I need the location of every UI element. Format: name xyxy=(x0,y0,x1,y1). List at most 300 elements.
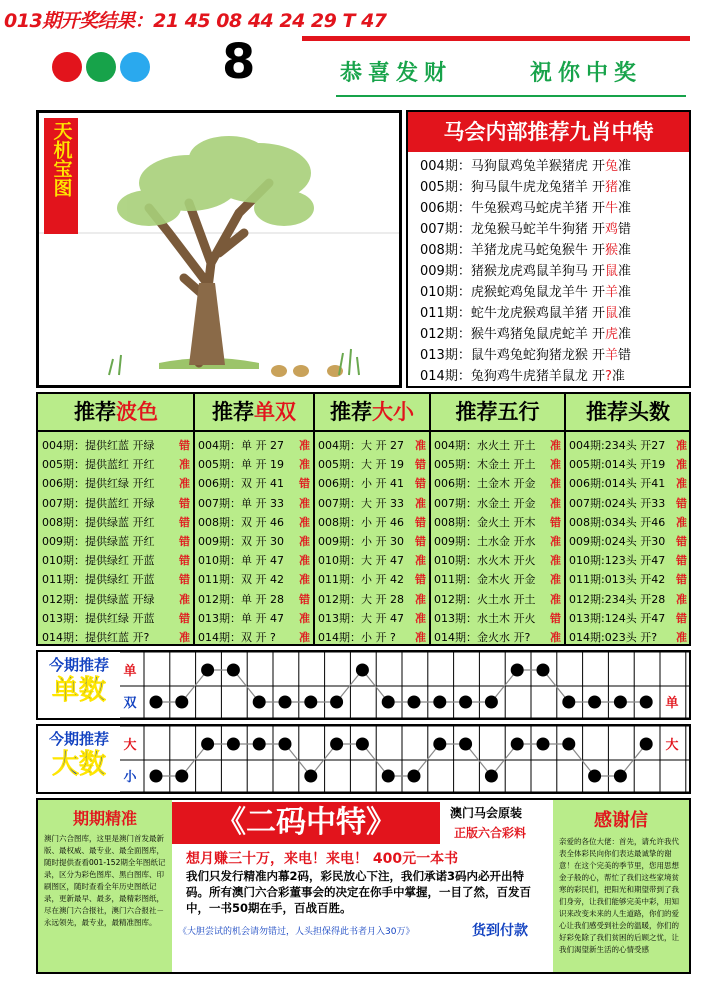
cell-text: 007期:024头 开33 xyxy=(569,496,666,510)
data-dot xyxy=(304,770,317,783)
row-result: 准 xyxy=(618,243,632,258)
row-issue: 009期： xyxy=(420,264,471,279)
grid-divider xyxy=(313,392,315,646)
end-label: 单 xyxy=(665,696,679,711)
row-zodiacs: 蛇牛龙虎猴鸡鼠羊猪 xyxy=(470,306,588,321)
row-issue: 013期： xyxy=(420,348,471,363)
row-open: 开 xyxy=(591,348,605,363)
cell-text: 004期：单 开 27 xyxy=(198,439,284,452)
tree-tag-text: 天机宝图 xyxy=(50,121,73,197)
grid-cell xyxy=(318,532,428,551)
grid-cell xyxy=(434,570,563,589)
header-red: 单双 xyxy=(254,399,296,424)
row-open: 开 xyxy=(591,264,605,279)
cell-result: 准 xyxy=(299,573,310,587)
header-red: 大小 xyxy=(372,399,414,424)
nine-zodiac-row xyxy=(420,303,631,324)
nine-zodiac-row xyxy=(420,156,631,177)
row-result: 准 xyxy=(618,264,632,279)
data-dot xyxy=(485,696,498,709)
cell-text: 010期：水火木 开火 xyxy=(434,554,536,568)
tree-picture-panel xyxy=(36,110,402,388)
cell-text: 009期：双 开 30 xyxy=(198,535,284,548)
row-label-bottom: 小 xyxy=(123,770,137,785)
row-zodiacs: 羊猪龙虎马蛇兔猴牛 xyxy=(470,243,588,258)
grid-cell xyxy=(198,628,312,647)
cell-text: 008期：金火土 开木 xyxy=(434,515,536,529)
cell-result: 错 xyxy=(676,611,687,625)
grid-cell xyxy=(198,455,312,474)
cell-text: 013期:124头 开47 xyxy=(569,611,666,625)
cell-result: 错 xyxy=(179,439,190,452)
grid-cell xyxy=(569,628,689,647)
grid-cell xyxy=(569,609,689,628)
cell-text: 008期:034头 开46 xyxy=(569,515,666,529)
cell-result: 错 xyxy=(415,515,426,529)
nine-zodiac-row xyxy=(420,324,631,345)
bottom-left-panel xyxy=(38,800,172,972)
grid-cell xyxy=(42,474,192,493)
row-label-top: 大 xyxy=(123,738,137,753)
big-small-title xyxy=(38,726,120,792)
row-label-top: 单 xyxy=(123,664,137,679)
cell-text: 012期：火土水 开土 xyxy=(434,592,536,606)
banner-right-bottom: 正版六合彩料 xyxy=(454,826,527,840)
cell-text: 006期：双 开 41 xyxy=(198,477,284,491)
green-ball xyxy=(86,52,116,82)
cell-text: 007期：单 开 33 xyxy=(198,496,284,510)
cell-result: 准 xyxy=(676,458,687,472)
cell-text: 014期：金火水 开? xyxy=(434,631,531,644)
grid-column-header xyxy=(314,394,430,430)
cell-result: 准 xyxy=(299,458,310,472)
tree-illustration xyxy=(39,113,399,385)
grid-column-header xyxy=(38,394,194,430)
grid-divider xyxy=(193,392,195,646)
row-result: 准 xyxy=(618,327,632,342)
grid-cell xyxy=(569,455,689,474)
cell-result: 错 xyxy=(415,458,426,472)
grid-cell xyxy=(42,609,192,628)
row-hit: 猪 xyxy=(605,180,619,195)
cell-text: 011期：双 开 42 xyxy=(198,573,284,587)
grid-cell xyxy=(434,494,563,513)
cell-result: 准 xyxy=(415,592,426,606)
cell-text: 004期：大 开 27 xyxy=(318,439,404,452)
data-dot xyxy=(537,664,550,677)
cell-result: 错 xyxy=(179,496,190,510)
row-label-bottom: 双 xyxy=(123,696,137,711)
nine-zodiac-row xyxy=(420,240,631,261)
grid-cell xyxy=(434,590,563,609)
grid-cell xyxy=(434,436,563,455)
cell-result: 准 xyxy=(415,631,426,644)
row-zodiacs: 牛兔猴鸡马蛇虎羊猪 xyxy=(470,201,588,216)
cell-result: 准 xyxy=(676,477,687,491)
row-zodiacs: 虎猴蛇鸡兔鼠龙羊牛 xyxy=(470,285,588,300)
cell-text: 011期：小 开 42 xyxy=(318,573,404,587)
row-issue: 008期： xyxy=(420,243,471,258)
nine-zodiac-row xyxy=(420,345,631,366)
header-red: 波色 xyxy=(116,399,158,424)
cell-result: 错 xyxy=(415,535,426,548)
cell-text: 006期：土金木 开金 xyxy=(434,477,536,491)
cell-text: 005期：大 开 19 xyxy=(318,458,404,472)
cell-result: 准 xyxy=(550,554,561,568)
cell-text: 009期：土水金 开水 xyxy=(434,535,536,548)
grid-cell xyxy=(42,436,192,455)
row-zodiacs: 马狗鼠鸡兔羊猴猪虎 xyxy=(470,159,588,174)
cell-result: 准 xyxy=(299,611,310,625)
slogan-right: 祝你中奖 xyxy=(530,60,643,86)
cell-result: 准 xyxy=(676,592,687,606)
grid-cell xyxy=(569,474,689,493)
cell-text: 010期:123头 开47 xyxy=(569,554,666,568)
data-dot xyxy=(227,738,240,751)
bottom-slogan: 想月赚三十万，来电！来电！ 400元一本书 xyxy=(186,851,459,867)
row-hit: 鼠 xyxy=(605,264,619,279)
row-result: 准 xyxy=(618,201,632,216)
cell-text: 012期:234头 开28 xyxy=(569,592,666,606)
bottom-middle-panel xyxy=(172,800,553,972)
cell-result: 错 xyxy=(179,611,190,625)
data-dot xyxy=(356,664,369,677)
nine-zodiac-title: 马会内部推荐九肖中特 xyxy=(408,112,689,152)
cell-result: 准 xyxy=(179,592,190,606)
cell-result: 错 xyxy=(415,573,426,587)
grid-cell xyxy=(434,474,563,493)
cell-text: 006期:014头 开41 xyxy=(569,477,666,491)
cell-result: 准 xyxy=(179,631,190,644)
row-open: 开 xyxy=(591,285,605,300)
row-result: 准 xyxy=(611,369,625,384)
grid-cell xyxy=(434,609,563,628)
cell-text: 009期：提供绿蓝 开红 xyxy=(42,535,155,548)
grid-cell xyxy=(198,436,312,455)
cell-text: 004期：提供红蓝 开绿 xyxy=(42,439,155,452)
grid-cell xyxy=(434,455,563,474)
data-dot xyxy=(408,696,421,709)
row-hit: 羊 xyxy=(605,348,619,363)
cell-text: 009期：小 开 30 xyxy=(318,535,404,548)
bottom-right-panel xyxy=(553,800,689,972)
row-hit: 羊 xyxy=(605,285,619,300)
grid-cell xyxy=(198,474,312,493)
data-dot xyxy=(382,770,395,783)
cell-text: 005期：提供蓝红 开红 xyxy=(42,458,155,472)
grid-cell xyxy=(569,532,689,551)
grid-cell xyxy=(198,590,312,609)
grid-cell xyxy=(434,551,563,570)
row-result: 准 xyxy=(618,285,632,300)
data-dot xyxy=(459,696,472,709)
foot-pay: 货到付款 xyxy=(472,923,528,939)
row-hit: 虎 xyxy=(605,327,619,342)
foot-note: 《大胆尝试的机会请勿错过，人头担保得此书者月入30万》 xyxy=(178,927,415,937)
row-issue: 006期： xyxy=(420,201,471,216)
row-zodiacs: 猪猴龙虎鸡鼠羊狗马 xyxy=(470,264,588,279)
cell-text: 010期：单 开 47 xyxy=(198,554,284,568)
blue-ball xyxy=(120,52,150,82)
big-small-small: 今期推荐 xyxy=(48,730,109,748)
data-dot xyxy=(614,696,627,709)
cell-result: 准 xyxy=(415,439,426,452)
issue-number: 8 xyxy=(222,34,256,90)
nine-zodiac-row xyxy=(420,177,631,198)
data-dot xyxy=(511,738,524,751)
cell-result: 准 xyxy=(550,477,561,491)
cell-text: 012期：大 开 28 xyxy=(318,592,404,606)
grid-cell xyxy=(318,570,428,589)
data-dot xyxy=(227,664,240,677)
nine-zodiac-row xyxy=(420,198,631,219)
cell-result: 错 xyxy=(676,496,687,510)
odd-even-big: 单数 xyxy=(52,675,106,706)
grid-cell xyxy=(42,570,192,589)
cell-result: 错 xyxy=(299,592,310,606)
nine-zodiac-row xyxy=(420,261,631,282)
cell-result: 准 xyxy=(676,631,687,644)
cell-text: 008期：小 开 46 xyxy=(318,515,404,529)
row-hit: 鼠 xyxy=(605,306,619,321)
cell-result: 准 xyxy=(676,439,687,452)
data-dot xyxy=(614,770,627,783)
cell-text: 014期：小 开 ? xyxy=(318,631,396,644)
cell-result: 准 xyxy=(550,631,561,644)
grid-divider xyxy=(429,392,431,646)
data-dot xyxy=(588,696,601,709)
grid-cell xyxy=(318,474,428,493)
bottom-body: 我们只发行精准内幕2码，彩民放心下注，我们承诺3码内必开出特码。所有澳门六合彩董事会的决定在你手中掌握，一目了然，百发百中，一书50期在手，百战百胜。 xyxy=(186,869,531,915)
nine-zodiac-row xyxy=(420,219,631,240)
row-result: 准 xyxy=(618,180,632,195)
row-issue: 012期： xyxy=(420,327,471,342)
grid-cell xyxy=(569,551,689,570)
data-dot xyxy=(304,696,317,709)
row-issue: 007期： xyxy=(420,222,471,237)
row-open: 开 xyxy=(591,222,605,237)
odd-even-chart xyxy=(120,650,691,720)
cell-result: 准 xyxy=(299,554,310,568)
row-zodiacs: 狗马鼠牛虎龙兔猪羊 xyxy=(470,180,588,195)
header-plain: 推荐头数 xyxy=(586,399,670,424)
cell-result: 准 xyxy=(299,515,310,529)
data-dot xyxy=(640,738,653,751)
row-issue: 005期： xyxy=(420,180,471,195)
cell-result: 错 xyxy=(179,535,190,548)
header-divider xyxy=(302,36,690,41)
row-result: 准 xyxy=(618,306,632,321)
cell-result: 准 xyxy=(550,458,561,472)
grid-cell xyxy=(198,551,312,570)
left-title: 期期精准 xyxy=(72,809,137,828)
grid-cell xyxy=(569,570,689,589)
slogan-underline xyxy=(336,95,686,97)
row-open: 开 xyxy=(591,159,605,174)
grid-column-header xyxy=(565,394,691,430)
grid-cell xyxy=(42,513,192,532)
data-dot xyxy=(175,770,188,783)
cell-result: 准 xyxy=(550,573,561,587)
cell-text: 013期：提供红绿 开蓝 xyxy=(42,611,155,625)
cell-text: 007期：大 开 33 xyxy=(318,496,404,510)
left-text: 澳门六合图库，这里是澳门首发最新版、最权威、最专业、最全面图库，随时提供查看001-152期全年图纸记录，区分为彩色图库、黑白图库、印刷图区，随时查看全年历史图纸记录，更新最早、最多，最精彩图纸，尽在澳门六合报社，澳门六合报社－永远领先，最专业，最精准图库。 xyxy=(44,834,166,927)
row-open: 开 xyxy=(591,243,605,258)
banner-title: 《二码中特》 xyxy=(216,805,396,840)
grid-header-divider xyxy=(36,430,691,432)
cell-text: 010期：提供绿红 开蓝 xyxy=(42,554,155,568)
cell-result: 错 xyxy=(179,554,190,568)
cell-text: 006期：小 开 41 xyxy=(318,477,404,491)
cell-result: 准 xyxy=(299,535,310,548)
cell-result: 准 xyxy=(550,592,561,606)
row-hit: ? xyxy=(605,369,612,384)
grid-cell xyxy=(42,532,192,551)
data-dot xyxy=(562,696,575,709)
cell-result: 准 xyxy=(299,496,310,510)
row-issue: 011期： xyxy=(420,306,471,321)
end-label: 大 xyxy=(665,738,679,753)
data-dot xyxy=(330,696,343,709)
data-dot xyxy=(253,738,266,751)
nine-zodiac-row xyxy=(420,366,625,387)
cell-result: 准 xyxy=(299,631,310,644)
big-small-chart xyxy=(120,724,691,794)
grid-cell xyxy=(318,590,428,609)
row-zodiacs: 猴牛鸡猪兔鼠虎蛇羊 xyxy=(470,327,588,342)
row-issue: 004期： xyxy=(420,159,471,174)
cell-text: 012期：提供绿蓝 开绿 xyxy=(42,592,155,606)
data-dot xyxy=(382,696,395,709)
grid-cell xyxy=(318,436,428,455)
grid-cell xyxy=(198,532,312,551)
cell-result: 错 xyxy=(179,573,190,587)
cell-text: 011期:013头 开42 xyxy=(569,573,666,587)
grid-cell xyxy=(434,532,563,551)
data-dot xyxy=(433,738,446,751)
cell-result: 错 xyxy=(415,477,426,491)
cell-result: 错 xyxy=(676,573,687,587)
cell-text: 009期:024头 开30 xyxy=(569,535,666,548)
cell-result: 准 xyxy=(179,458,190,472)
grid-cell xyxy=(318,494,428,513)
cell-result: 准 xyxy=(550,439,561,452)
cell-text: 012期：单 开 28 xyxy=(198,592,284,606)
grid-cell xyxy=(198,513,312,532)
right-text: 亲爱的各位大佬：首先，请允许我代表全体彩民向你们表达最诚挚的谢意！在这个完美的季节里，您用思想金子般的心，帮忙了我们这些家境贫寒的彩民们，把阳光和期望带到了我们身旁，让我们能够完美中彩，用知识来改变未来的人生道路，你们的爱心让我们感受到社会的温暖，你们的好彩免除了我们贫困的后顾之忧，让我们渴望新生活的心情受感 xyxy=(559,837,679,954)
cell-result: 错 xyxy=(179,515,190,529)
cell-result: 准 xyxy=(299,439,310,452)
row-result: 错 xyxy=(618,222,632,237)
grid-cell xyxy=(569,436,689,455)
data-dot xyxy=(433,696,446,709)
row-issue: 014期： xyxy=(420,369,471,384)
grid-cell xyxy=(318,551,428,570)
cell-text: 004期:234头 开27 xyxy=(569,439,666,452)
grid-cell xyxy=(434,513,563,532)
row-issue: 010期： xyxy=(420,285,471,300)
cell-text: 007期：提供蓝红 开绿 xyxy=(42,496,155,510)
big-small-big: 大数 xyxy=(52,749,106,780)
data-dot xyxy=(640,696,653,709)
data-dot xyxy=(562,738,575,751)
grid-cell xyxy=(198,570,312,589)
cell-result: 错 xyxy=(550,611,561,625)
grid-cell xyxy=(42,494,192,513)
data-dot xyxy=(279,696,292,709)
grid-cell xyxy=(198,609,312,628)
grid-cell xyxy=(569,494,689,513)
grid-cell xyxy=(318,455,428,474)
banner xyxy=(172,802,440,844)
data-dot xyxy=(201,664,214,677)
nine-zodiac-row xyxy=(420,282,631,303)
grid-cell xyxy=(42,551,192,570)
grid-divider xyxy=(564,392,566,646)
grid-cell xyxy=(569,513,689,532)
cell-text: 008期：双 开 46 xyxy=(198,515,284,529)
cell-text: 013期：大 开 47 xyxy=(318,611,404,625)
data-dot xyxy=(537,738,550,751)
cell-result: 错 xyxy=(676,535,687,548)
header-plain: 推荐 xyxy=(212,399,254,424)
grid-column-header xyxy=(194,394,314,430)
cell-text: 013期：单 开 47 xyxy=(198,611,284,625)
cell-text: 007期：水金土 开金 xyxy=(434,496,536,510)
grid-cell xyxy=(42,628,192,647)
cell-result: 准 xyxy=(550,496,561,510)
cell-text: 005期：木金土 开土 xyxy=(434,458,536,472)
right-title: 感谢信 xyxy=(594,810,648,831)
row-zodiacs: 兔狗鸡牛虎猪羊鼠龙 xyxy=(470,369,588,384)
grid-cell xyxy=(318,513,428,532)
grid-cell xyxy=(318,609,428,628)
data-dot xyxy=(330,738,343,751)
red-ball xyxy=(52,52,82,82)
row-hit: 鸡 xyxy=(605,222,619,237)
cell-result: 错 xyxy=(676,554,687,568)
data-dot xyxy=(408,770,421,783)
data-dot xyxy=(485,770,498,783)
cell-text: 006期：提供红绿 开红 xyxy=(42,477,155,491)
cell-text: 008期：提供绿蓝 开红 xyxy=(42,515,155,529)
row-open: 开 xyxy=(591,201,605,216)
data-dot xyxy=(459,738,472,751)
grid-cell xyxy=(198,494,312,513)
cell-text: 005期：单 开 19 xyxy=(198,458,284,472)
header-plain: 推荐五行 xyxy=(455,399,540,424)
row-zodiacs: 龙兔猴马蛇羊牛狗猪 xyxy=(470,222,588,237)
odd-even-title xyxy=(38,652,120,718)
data-dot xyxy=(201,738,214,751)
cell-text: 004期：水火土 开土 xyxy=(434,439,536,452)
row-hit: 兔 xyxy=(605,159,619,174)
header-plain: 推荐 xyxy=(330,399,372,424)
cell-result: 准 xyxy=(415,554,426,568)
data-dot xyxy=(150,696,163,709)
odd-even-small: 今期推荐 xyxy=(48,656,109,674)
data-dot xyxy=(511,664,524,677)
row-open: 开 xyxy=(591,369,605,384)
row-open: 开 xyxy=(591,180,605,195)
cell-text: 011期：金木火 开金 xyxy=(434,573,536,587)
cell-result: 准 xyxy=(415,611,426,625)
row-result: 准 xyxy=(618,159,632,174)
row-result: 错 xyxy=(618,348,632,363)
data-dot xyxy=(588,770,601,783)
cell-text: 005期:014头 开19 xyxy=(569,458,666,472)
cell-text: 014期:023头 开? xyxy=(569,631,658,644)
